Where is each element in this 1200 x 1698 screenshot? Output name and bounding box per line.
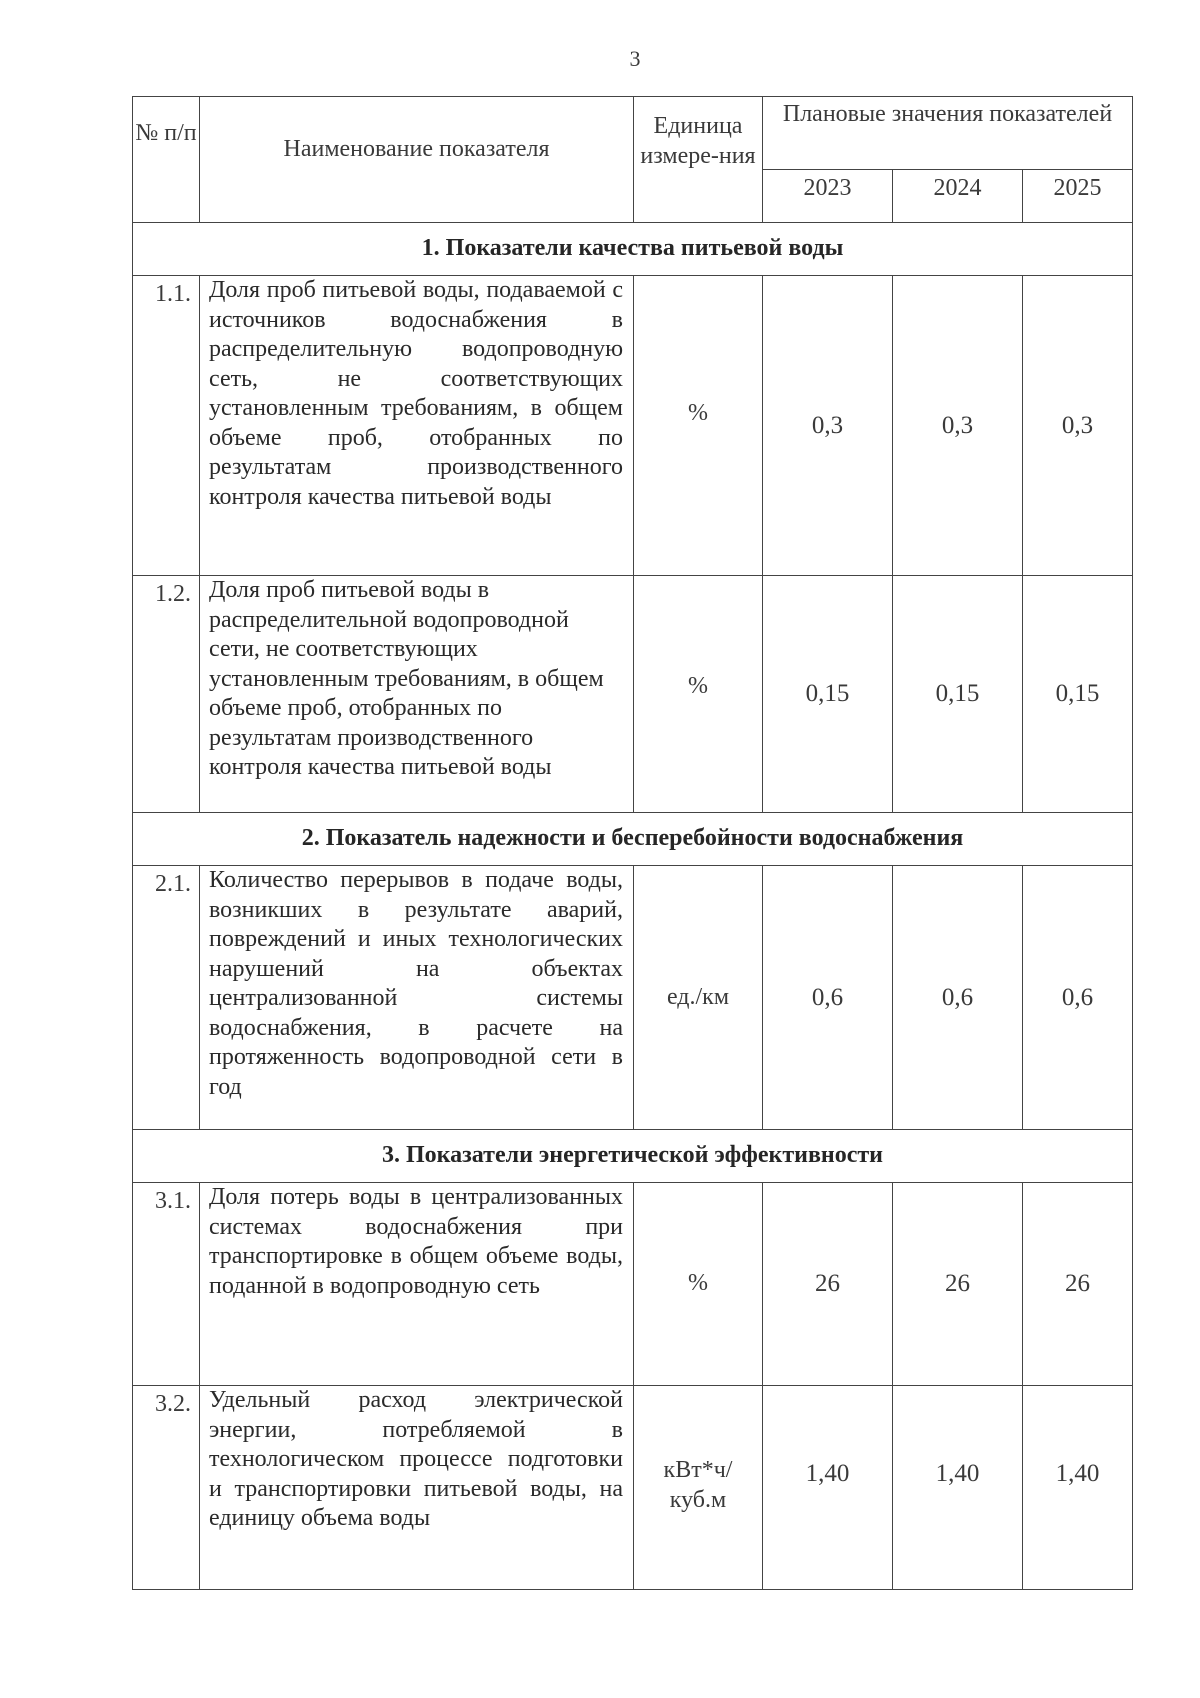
row-unit: ед./км bbox=[634, 866, 763, 1130]
row-unit: кВт*ч/ куб.м bbox=[634, 1386, 763, 1590]
row-num: 2.1. bbox=[133, 866, 200, 1130]
page-number: 3 bbox=[629, 46, 641, 71]
header-name: Наименование показателя bbox=[200, 97, 634, 223]
table-row bbox=[133, 576, 1133, 813]
row-num: 1.1. bbox=[133, 276, 200, 576]
row-value-2024: 0,6 bbox=[893, 866, 1023, 1130]
header-year-2025: 2025 bbox=[1023, 170, 1133, 223]
section-row bbox=[133, 1130, 1133, 1183]
row-value-2024: 26 bbox=[893, 1183, 1023, 1386]
header-num: № п/п bbox=[133, 97, 200, 223]
row-unit: % bbox=[634, 1183, 763, 1386]
header-year-2023: 2023 bbox=[763, 170, 893, 223]
row-value-2025: 0,15 bbox=[1023, 576, 1133, 813]
row-value-2023: 26 bbox=[763, 1183, 893, 1386]
row-unit: % bbox=[634, 576, 763, 813]
row-value-2023: 0,3 bbox=[763, 276, 893, 576]
row-value-2025: 26 bbox=[1023, 1183, 1133, 1386]
section-row bbox=[133, 813, 1133, 866]
row-value-2024: 0,15 bbox=[893, 576, 1023, 813]
table-row bbox=[133, 866, 1133, 1130]
header-row bbox=[133, 97, 1133, 170]
row-name: Удельный расход электрической энергии, потребляемой в технологическом процессе подготовки и транспортировки питьевой воды, на единицу объема воды bbox=[200, 1386, 634, 1590]
row-value-2025: 1,40 bbox=[1023, 1386, 1133, 1590]
section-title: 1. Показатели качества питьевой воды bbox=[133, 223, 1133, 276]
row-value-2024: 1,40 bbox=[893, 1386, 1023, 1590]
row-value-2023: 0,6 bbox=[763, 866, 893, 1130]
header-plan: Плановые значения показателей bbox=[763, 97, 1133, 170]
row-unit: % bbox=[634, 276, 763, 576]
row-num: 3.2. bbox=[133, 1386, 200, 1590]
table-row bbox=[133, 1386, 1133, 1590]
row-value-2023: 0,15 bbox=[763, 576, 893, 813]
row-name: Доля потерь воды в централизованных системах водоснабжения при транспортировке в общем объеме воды, поданной в водопроводную сеть bbox=[200, 1183, 634, 1386]
row-name: Доля проб питьевой воды в распределительной водопроводной сети, не соответствующих установленным требованиям, в общем объеме проб, отобранных по результатам производственного контроля качества питьевой воды bbox=[200, 576, 634, 813]
row-value-2025: 0,3 bbox=[1023, 276, 1133, 576]
indicators-table bbox=[132, 96, 1133, 1590]
table-row bbox=[133, 276, 1133, 576]
header-year-2024: 2024 bbox=[893, 170, 1023, 223]
row-name: Количество перерывов в подаче воды, возникших в результате аварий, повреждений и иных технологических нарушений на объектах централизованной системы водоснабжения, в расчете на протяженность водопроводной сети в год bbox=[200, 866, 634, 1130]
row-value-2025: 0,6 bbox=[1023, 866, 1133, 1130]
section-title: 3. Показатели энергетической эффективности bbox=[133, 1130, 1133, 1183]
row-value-2023: 1,40 bbox=[763, 1386, 893, 1590]
row-num: 1.2. bbox=[133, 576, 200, 813]
row-value-2024: 0,3 bbox=[893, 276, 1023, 576]
table-row bbox=[133, 1183, 1133, 1386]
section-row bbox=[133, 223, 1133, 276]
row-num: 3.1. bbox=[133, 1183, 200, 1386]
section-title: 2. Показатель надежности и бесперебойности водоснабжения bbox=[133, 813, 1133, 866]
row-name: Доля проб питьевой воды, подаваемой с источников водоснабжения в распределительную водопроводную сеть, не соответствующих установленным требованиям, в общем объеме проб, отобранных по результатам производственного контроля качества питьевой воды bbox=[200, 276, 634, 576]
header-unit: Единица измере-ния bbox=[634, 97, 763, 223]
